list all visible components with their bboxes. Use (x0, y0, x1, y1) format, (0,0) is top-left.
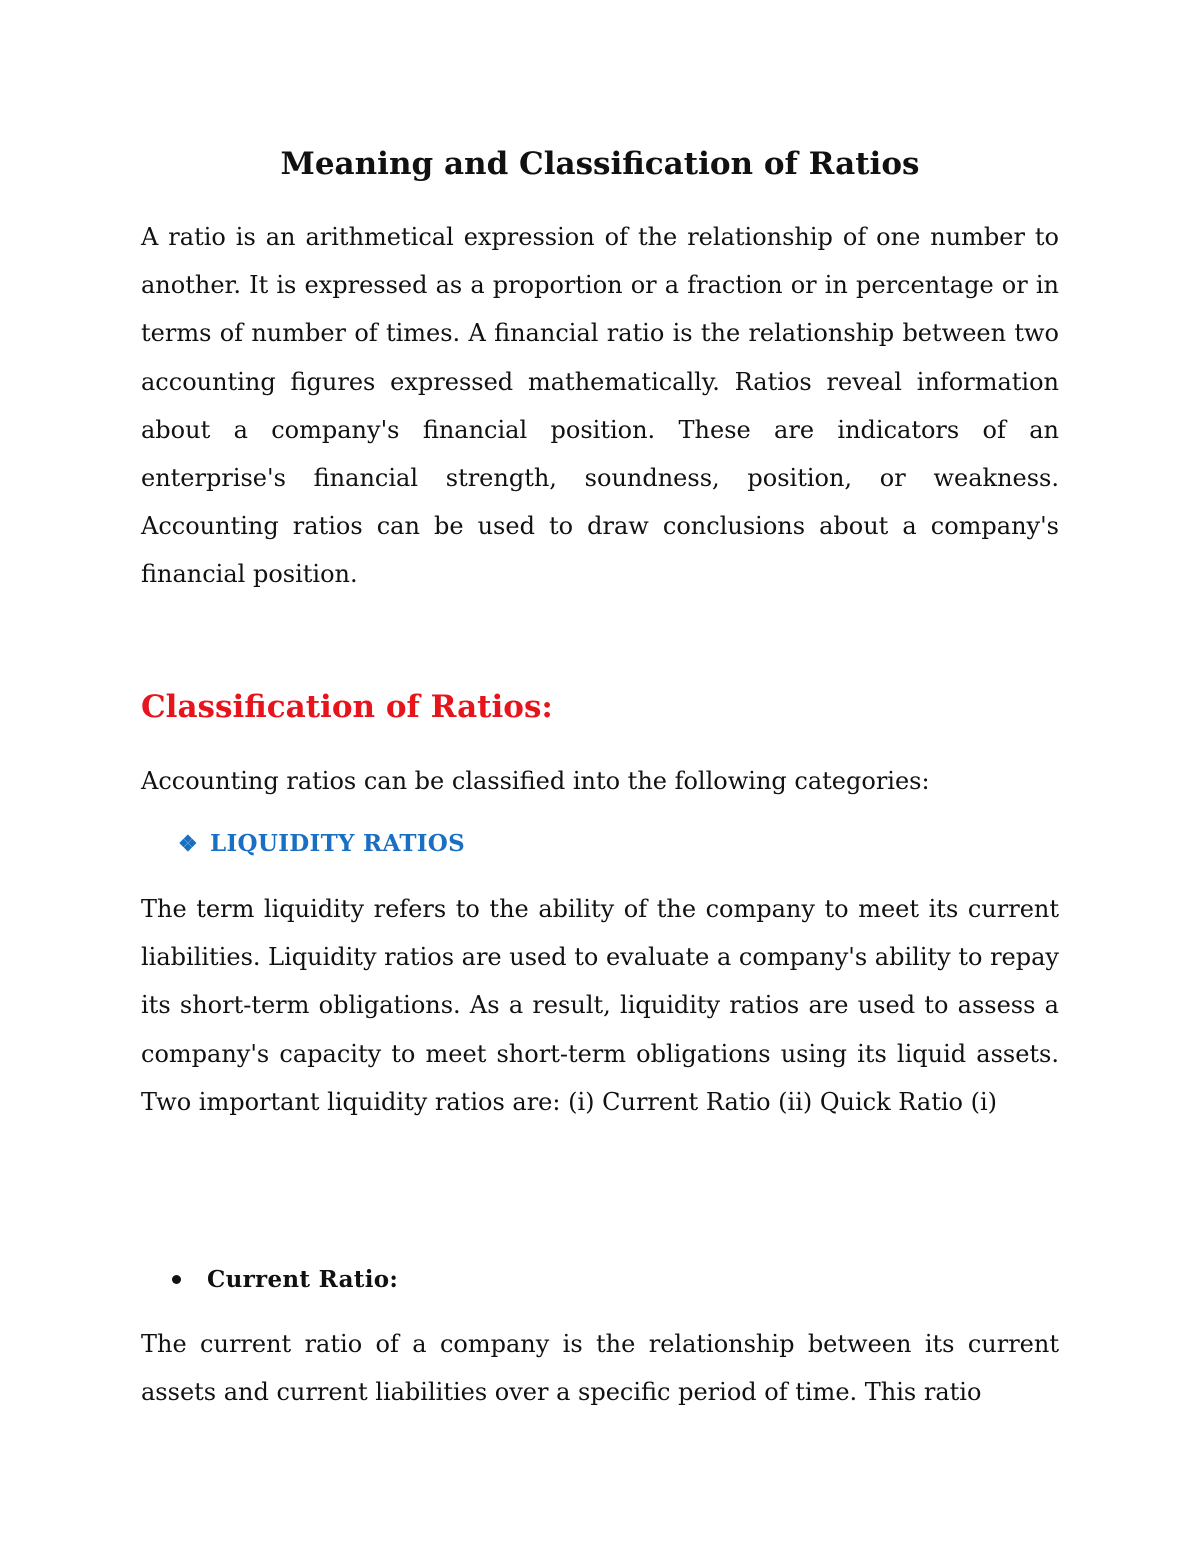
page-title: Meaning and Classification of Ratios (280, 146, 920, 182)
liquidity-paragraph: The term liquidity refers to the ability of the company to meet its current liabilities. Liquidity ratios are used to evaluate a company's ability to repay its short-term obligations. As a result, liquidity ratios are used to assess a company's capacity to meet short-term obligations using its liquid assets. Two important liquidity ratios are: (i) Current Ratio (ii) Quick Ratio (i) (141, 895, 1059, 1116)
round-bullet-icon (172, 1275, 181, 1284)
diamond-bullet-icon: ❖ (177, 831, 199, 857)
liquidity-heading-row (176, 826, 465, 862)
section-heading: Classification of Ratios: (141, 689, 553, 725)
current-ratio-heading: Current Ratio: (207, 1266, 399, 1293)
intro-text: Accounting ratios can be classified into the following categories: (141, 767, 930, 795)
current-ratio-paragraph: The current ratio of a company is the relationship between its current assets and current liabilities over a specific period of time. This ratio (141, 1330, 1059, 1407)
liquidity-heading: LIQUIDITY RATIOS (210, 830, 466, 857)
meaning-paragraph: A ratio is an arithmetical expression of the relationship of one number to another. It is expressed as a proportion or a fraction or in percentage or in terms of number of times. A financial ratio is the relationship between two accounting figures expressed mathematically. Ratios reveal information about a company's financial position. These are indicators of an enterprise's financial strength, soundness, position, or weakness. Accounting ratios can be used to draw conclusions about a company's financial position. (141, 223, 1059, 589)
current-ratio-heading-row (172, 1262, 398, 1298)
